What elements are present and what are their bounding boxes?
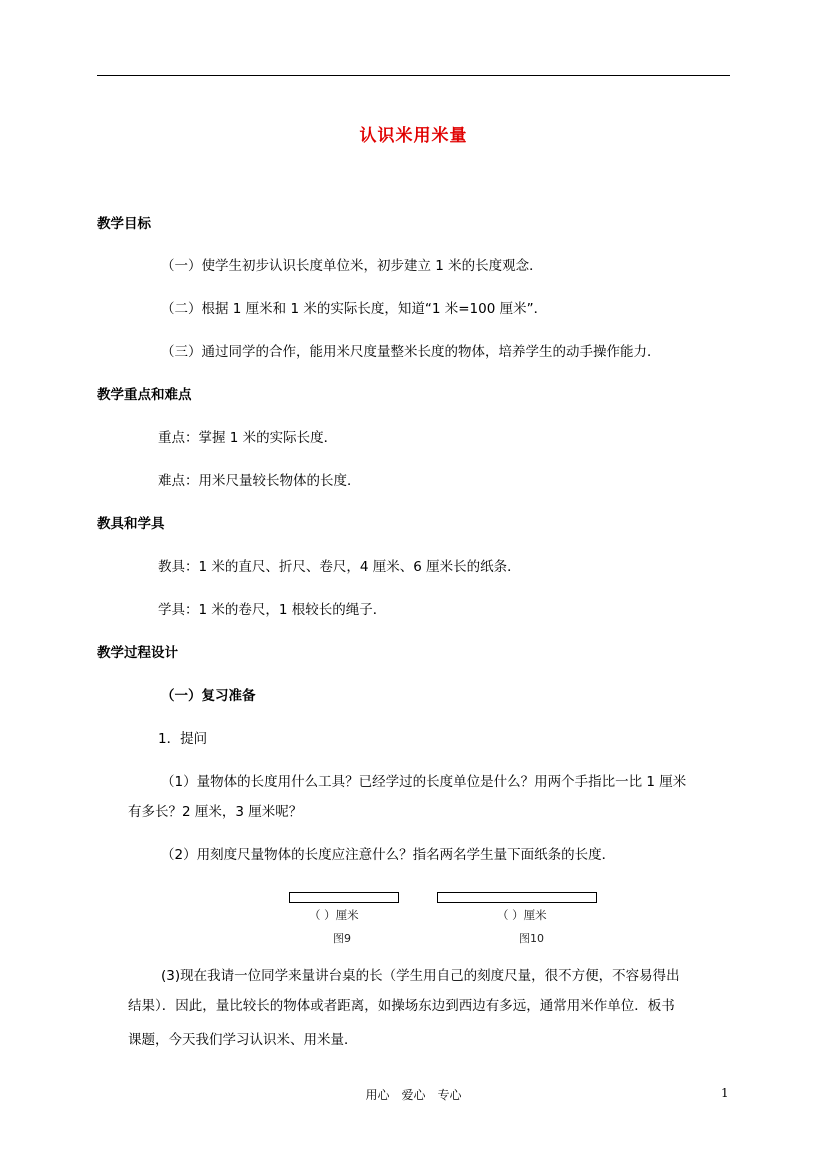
question-2: （2）用刻度尺量物体的长度应注意什么？指名两名学生量下面纸条的长度． <box>161 847 616 863</box>
header-rule <box>97 75 730 76</box>
section-heading-tools: 教具和学具 <box>97 516 165 532</box>
teacher-tools-item: 教具：1 米的直尺、折尺、卷尺，4 厘米、6 厘米长的纸条． <box>158 559 521 575</box>
question-1-line-2: 有多长？2 厘米，3 厘米呢？ <box>128 804 303 820</box>
paper-strip-short <box>289 892 399 903</box>
question-1-line-1: （1）量物体的长度用什么工具？已经学过的长度单位是什么？用两个手指比一比 1 厘米 <box>161 774 687 790</box>
goal-item-3: （三）通过同学的合作，能用米尺度量整米长度的物体，培养学生的动手操作能力． <box>161 344 661 360</box>
section-heading-key-points: 教学重点和难点 <box>97 387 192 403</box>
question-3-line-3: 课题，今天我们学习认识米、用米量． <box>128 1032 358 1048</box>
step-ask: 1．提问 <box>158 731 208 747</box>
section-heading-goals: 教学目标 <box>97 216 151 232</box>
page-number: 1 <box>721 1086 729 1100</box>
key-point-item: 重点：掌握 1 米的实际长度． <box>158 430 338 446</box>
figure-9-caption: 图9 <box>333 932 351 945</box>
difficulty-item: 难点：用米尺量较长物体的长度． <box>158 473 361 489</box>
page-footer: 用心 爱心 专心 <box>365 1088 462 1102</box>
subsection-heading-review: （一）复习准备 <box>161 688 256 704</box>
goal-item-2: （二）根据 1 厘米和 1 米的实际长度，知道“1 米=100 厘米”． <box>161 301 548 317</box>
figure-10-blank: （ ）厘米 <box>497 908 547 922</box>
paper-strip-long <box>437 892 597 903</box>
figure-9-blank: （ ）厘米 <box>309 908 359 922</box>
section-heading-process: 教学过程设计 <box>97 645 178 661</box>
question-3-line-2: 结果）．因此，量比较长的物体或者距离，如操场东边到西边有多远，通常用米作单位．板书 <box>128 998 675 1014</box>
student-tools-item: 学具：1 米的卷尺，1 根较长的绳子． <box>158 602 387 618</box>
goal-item-1: （一）使学生初步认识长度单位米，初步建立 1 米的长度观念． <box>161 258 543 274</box>
figure-10-caption: 图10 <box>519 932 544 945</box>
question-3-line-1: (3)现在我请一位同学来量讲台桌的长（学生用自己的刻度尺量，很不方便，不容易得出 <box>161 968 680 984</box>
document-title: 认识米用米量 <box>359 126 468 146</box>
